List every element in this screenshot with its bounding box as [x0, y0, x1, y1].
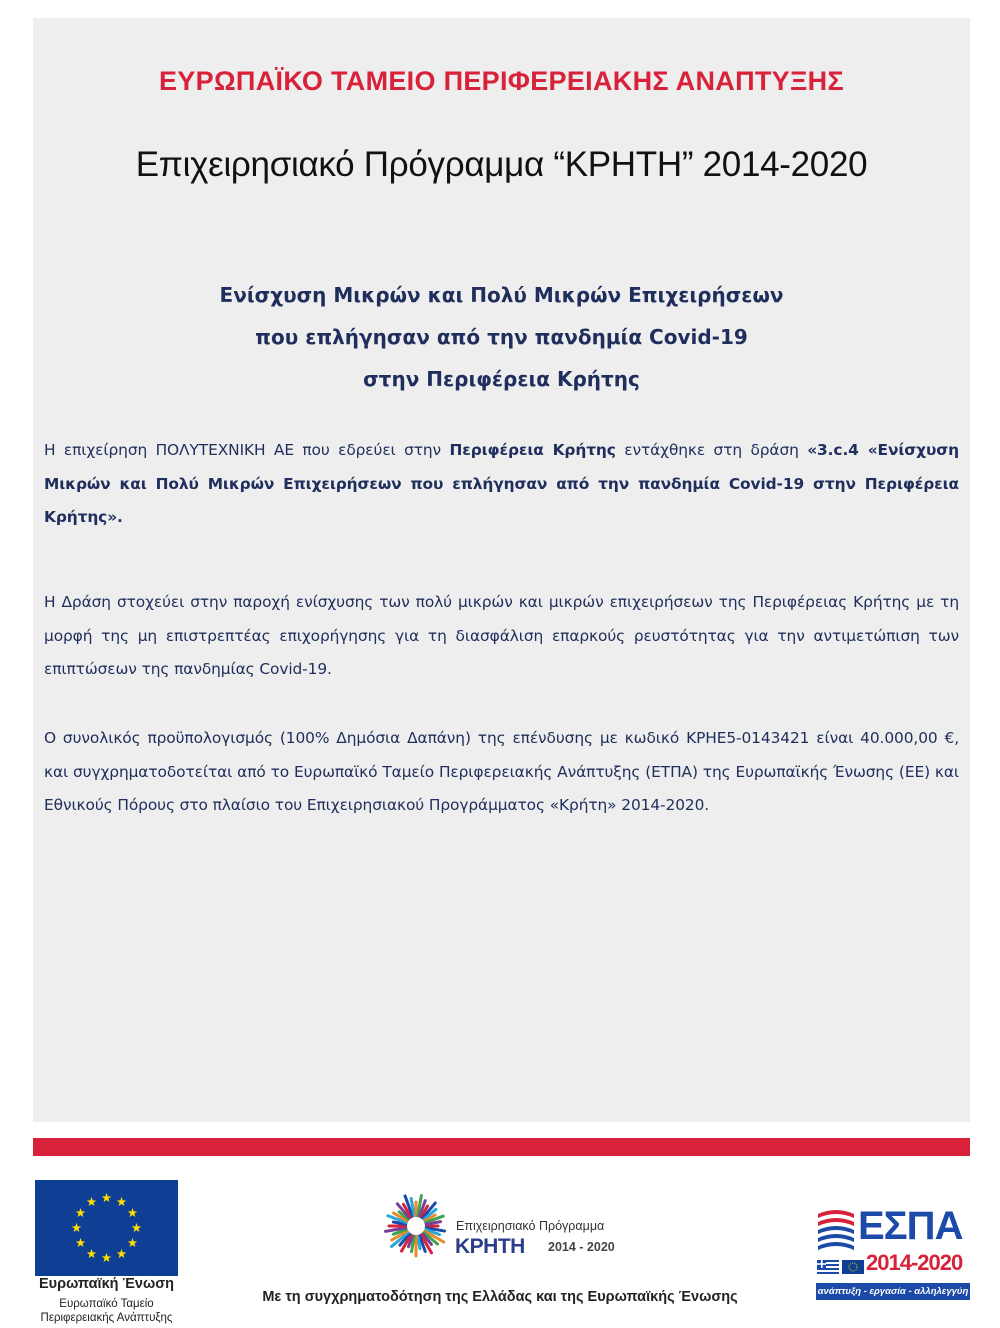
espa-name: ΕΣΠΑ: [858, 1204, 963, 1248]
p1-action-name: «3.c.4 «Ενίσχυση Μικρών και Πολύ Μικρών Επιχειρήσεων που επλήγησαν από την πανδημία Covid-19 στην Περιφέρεια Κρήτης».: [44, 441, 959, 526]
crete-program-name: ΚΡΗΤΗ: [455, 1235, 525, 1258]
p1-region: Περιφέρεια Κρήτης: [449, 441, 616, 459]
paragraph-inclusion: [44, 434, 959, 535]
greek-flag-icon: [817, 1258, 865, 1276]
subtitle-line-1: Ενίσχυση Μικρών και Πολύ Μικρών Επιχειρήσεων: [219, 283, 784, 307]
p1-text-1: Η επιχείρηση ΠΟΛΥΤΕΧΝΙΚΗ ΑΕ που εδρεύει στην: [44, 441, 450, 459]
subtitle-line-3: στην Περιφέρεια Κρήτης: [363, 367, 640, 391]
cofunding-statement: Με τη συγχρηματοδότηση της Ελλάδας και της Ευρωπαϊκής Ένωσης: [262, 1289, 738, 1305]
crete-program-logo-icon: [378, 1186, 454, 1262]
espa-tagline: ανάπτυξη - εργασία - αλληλεγγύη: [816, 1283, 970, 1300]
crete-program-label: Επιχειρησιακό Πρόγραμμα: [456, 1219, 605, 1233]
crete-program-years: 2014 - 2020: [548, 1240, 615, 1254]
espa-logo-icon: [816, 1208, 856, 1250]
eu-fund-line-1: Ευρωπαϊκό Ταμείο: [59, 1298, 154, 1310]
paragraph-goal: Η Δράση στοχεύει στην παροχή ενίσχυσης των πολύ μικρών και μικρών επιχειρήσεων της Περιφέρειας Κρήτης με τη μορφή της μη επιστρεπτέας επιχορήγησης για τη διασφάλιση επαρκούς ρευστότητας για την αντιμετώπιση των επιπτώσεων της πανδημίας Covid-19.: [44, 593, 959, 678]
espa-years: 2014-2020: [866, 1250, 963, 1275]
announcement-panel: [33, 18, 970, 1122]
red-divider: [33, 1138, 970, 1156]
p1-text-2: εντάχθηκε στη δράση: [615, 441, 808, 459]
eu-name: Ευρωπαϊκή Ένωση: [39, 1276, 174, 1292]
action-subtitle: [33, 274, 970, 400]
program-title: Επιχειρησιακό Πρόγραμμα “ΚΡΗΤΗ” 2014-2020: [135, 145, 868, 184]
paragraph-budget: Ο συνολικός προϋπολογισμός (100% Δημόσια Δαπάνη) της επένδυσης με κωδικό ΚΡΗΕ5-0143421 είναι 40.000,00 €, και συγχρηματοδοτείται από το Ευρωπαϊκό Ταμείο Περιφερειακής Ανάπτυξης (ΕΤΠΑ) της Ευρωπαϊκής Ένωσης (ΕΕ) και Εθνικούς Πόρους στο πλαίσιο του Επιχειρησιακού Προγράμματος «Κρήτη» 2014-2020.: [44, 729, 959, 814]
eu-fund-line-2: Περιφερειακής Ανάπτυξης: [40, 1312, 173, 1324]
fund-title: ΕΥΡΩΠΑΪΚΟ ΤΑΜΕΙΟ ΠΕΡΙΦΕΡΕΙΑΚΗΣ ΑΝΑΠΤΥΞΗΣ: [159, 66, 844, 96]
eu-flag-icon: [35, 1180, 178, 1276]
subtitle-line-2: που επλήγησαν από την πανδημία Covid-19: [255, 325, 748, 349]
